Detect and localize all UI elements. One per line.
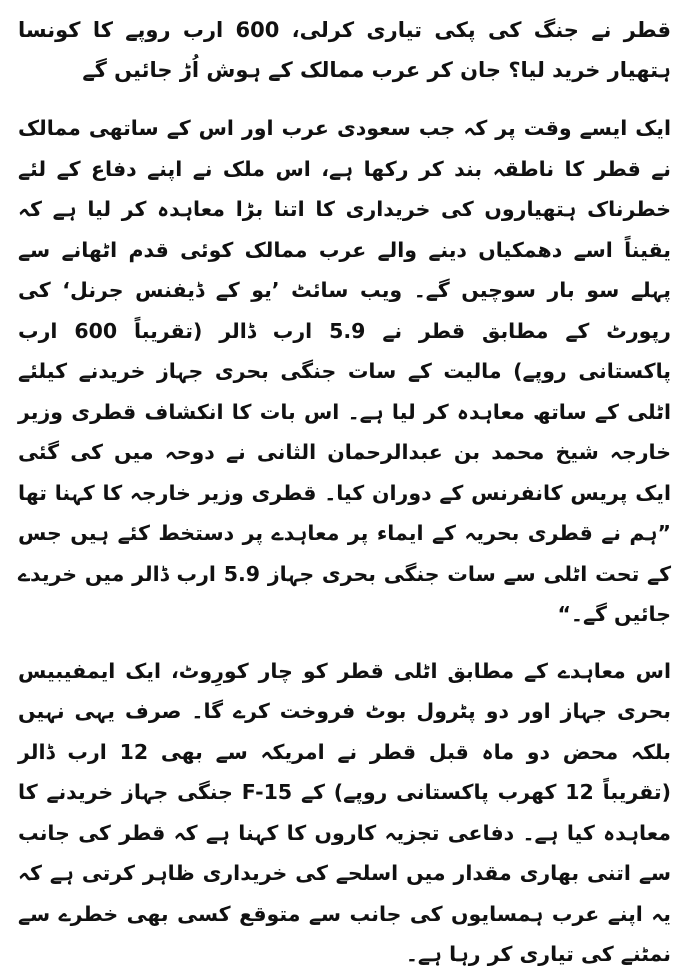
article-headline: قطر نے جنگ کی پکی تیاری کرلی، 600 ارب روپے کا کونسا ہتھیار خرید لیا؟ جان کر عرب ممالک کے ہوش اُڑ جائیں گے — [18, 18, 671, 82]
article-paragraph: اس معاہدے کے مطابق اٹلی قطر کو چار کورِوٹ، ایک ایمفیبیس بحری جہاز اور دو پٹرول بوٹ فروخت کرے گا۔ صرف یہی نہیں بلکہ محض دو ماہ قبل قطر نے امریکہ سے بھی 12 ارب ڈالر (تقریباً 12 کھرب پاکستانی روپے) کے F-15 جنگی جہاز خریدنے کا معاہدہ کیا ہے۔ دفاعی تجزیہ کاروں کا کہنا ہے کہ قطر کی جانب سے اتنی بھاری مقدار میں اسلحے کی خریداری ظاہر کرتی ہے کہ یہ اپنے عرب ہمسایوں کی جانب سے متوقع کسی بھی خطرے سے نمٹنے کی تیاری کر رہا ہے۔ — [18, 658, 671, 966]
article-paragraph: ایک ایسے وقت پر کہ جب سعودی عرب اور اس کے ساتھی ممالک نے قطر کا ناطقہ بند کر رکھا ہے، اس ملک نے اپنے دفاع کے لئے خطرناک ہتھیاروں کی خریداری کا اتنا بڑا معاہدہ کر لیا ہے کہ یقیناً اسے دھمکیاں دینے والے عرب ممالک کوئی قدم اٹھانے سے پہلے سو بار سوچیں گے۔ ویب سائٹ ’یو کے ڈیفنس جرنل‘ کی رپورٹ کے مطابق قطر نے 5.9 ارب ڈالر (تقریباً 600 ارب پاکستانی روپے) مالیت کے سات جنگی بحری جہاز خریدنے کیلئے اٹلی کے ساتھ معاہدہ کر لیا ہے۔ اس بات کا انکشاف قطری وزیر خارجہ شیخ محمد بن عبدالرحمان الثانی نے دوحہ میں کی گئی ایک پریس کانفرنس کے دوران کیا۔ قطری وزیر خارجہ کا کہنا تھا ”ہم نے قطری بحریہ کے ایماء پر معاہدے پر دستخط کئے ہیں جس کے تحت اٹلی سے سات جنگی بحری جہاز 5.9 ارب ڈالر میں خریدے جائیں گے۔“ — [18, 116, 671, 626]
